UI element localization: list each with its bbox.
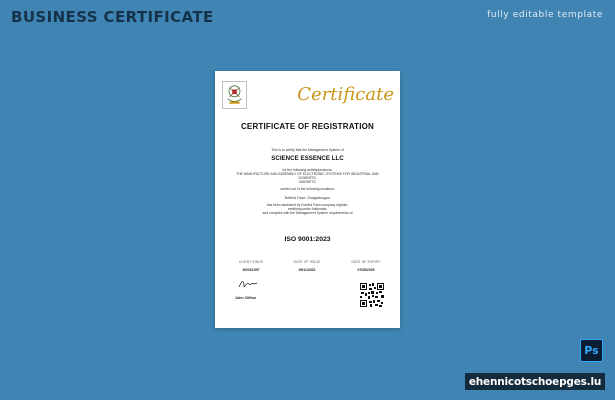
signer-name: John Clifton bbox=[235, 296, 256, 300]
standard-label: ISO 9001:2023 bbox=[284, 236, 331, 243]
date-column-expiry bbox=[340, 260, 392, 272]
date-label: DATE OF EXPIRY bbox=[351, 260, 381, 264]
date-value: 07/08/2025 bbox=[357, 268, 375, 272]
page-title: BUSINESS CERTIFICATE bbox=[11, 8, 214, 26]
date-label: CLIENT SINCE bbox=[238, 260, 264, 264]
date-value: 30/03/1997 bbox=[242, 268, 260, 272]
scope-intro: for the following activity/products: bbox=[282, 168, 333, 172]
scope-line: DOMESTIC bbox=[298, 176, 317, 180]
certificate-heading: CERTIFICATE OF REGISTRATION bbox=[240, 122, 375, 131]
watermark-label: ehennicotschoepges.lu bbox=[465, 373, 605, 390]
intro-text: This is to certify that the Management System of bbox=[271, 148, 344, 152]
signature-icon bbox=[237, 277, 259, 289]
locations-intro: carried out in the following locations: bbox=[280, 187, 335, 191]
qr-code-icon bbox=[360, 283, 384, 307]
certificate-script-title: Certificate bbox=[297, 84, 394, 105]
date-value: 09/11/2022 bbox=[298, 268, 316, 272]
certificate-sheet bbox=[215, 71, 400, 328]
date-column-client-since bbox=[225, 260, 277, 272]
location-text: Bettind Fase, Ouagadougou bbox=[285, 196, 330, 200]
scope-line: THE MANUFACTURE AND ASSEMBLY OF ELECTRONIC SYSTEMS FOR INDUSTRIAL AND bbox=[236, 172, 379, 176]
photoshop-icon: Ps bbox=[580, 339, 603, 362]
date-label: DATE OF ISSUE bbox=[293, 260, 321, 264]
date-column-issue bbox=[281, 260, 333, 272]
crest-seal-icon bbox=[222, 81, 247, 109]
assessed-line: and complies with the Management System requirements of bbox=[262, 211, 353, 215]
scope-line: MARKETS bbox=[299, 180, 316, 184]
assessed-line: has been assessed by Eureka Faso company register, bbox=[266, 203, 349, 207]
company-name: SCIENCE ESSENCE LLC bbox=[271, 155, 344, 162]
assessed-line: certifying under Nationals, bbox=[287, 207, 328, 211]
page-subtitle: fully editable template bbox=[487, 10, 603, 20]
